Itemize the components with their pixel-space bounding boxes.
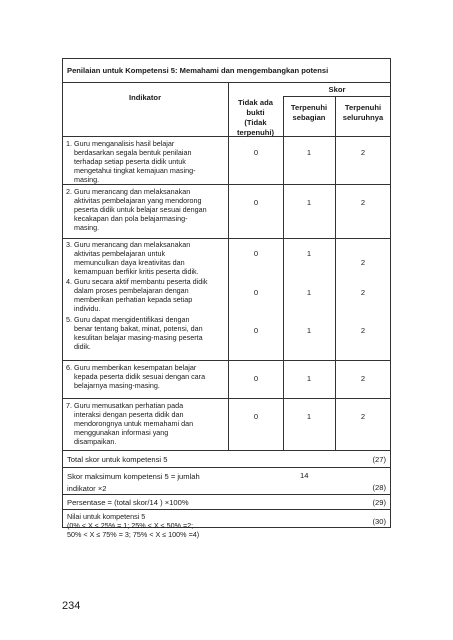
nilai-label: Nilai untuk kompetensi 5 (0% < X ≤ 25% = 1; 25% < X ≤ 50% =2; 50% < X ≤ 75% = 3; 75% < X ≤ 100% =4) xyxy=(67,512,200,539)
total-score-label: Total skor untuk kompetensi 5 xyxy=(67,455,168,464)
score-0: 0 xyxy=(253,374,259,383)
row-number: 3. xyxy=(66,240,72,249)
title-divider xyxy=(62,82,391,83)
score-2: 2 xyxy=(360,374,366,383)
max-score-mid: 14 xyxy=(300,471,309,480)
max-score-label: Skor maksimum kompetensi 5 = jumlah indikator ×2 xyxy=(67,472,200,493)
row-divider xyxy=(62,238,391,239)
total-score-value: (27) xyxy=(372,455,386,464)
score-1: 1 xyxy=(306,374,312,383)
row-number: 2. xyxy=(66,187,72,196)
score-1: 1 xyxy=(306,288,312,297)
row-number: 5. xyxy=(66,315,72,324)
skor-header: Skor xyxy=(328,85,346,94)
col-divider-skor1 xyxy=(283,96,284,450)
score-2: 2 xyxy=(360,326,366,335)
indicator-text: Guru merancang dan melaksanakan aktivitas pembelajaran yang mendorong peserta didik untuk belajar sesuai dengan kecakapan dan pola belajarmasing- masing. xyxy=(74,187,207,232)
row-number: 4. xyxy=(66,277,72,286)
score-0: 0 xyxy=(253,288,259,297)
score-1: 1 xyxy=(306,326,312,335)
row-divider xyxy=(62,467,391,468)
skor-divider xyxy=(283,96,391,97)
row-divider xyxy=(62,450,391,451)
score-0: 0 xyxy=(253,412,259,421)
header-col2: Terpenuhi seluruhnya xyxy=(342,103,384,122)
score-1: 1 xyxy=(306,249,312,258)
page-number: 234 xyxy=(62,600,81,612)
score-1: 1 xyxy=(306,412,312,421)
header-col1: Terpenuhi sebagian xyxy=(290,103,328,122)
indicator-text: Guru menganalisis hasil belajar berdasarkan segala bentuk penilaian terhadap setiap peserta didik untuk mengetahui tingkat kemajuan masing- masing. xyxy=(74,139,196,184)
score-2: 2 xyxy=(360,412,366,421)
score-0: 0 xyxy=(253,249,259,258)
score-0: 0 xyxy=(253,198,259,207)
header-col0: Tidak ada bukti (Tidak terpenuhi) xyxy=(236,98,275,137)
table-title: Penilaian untuk Kompetensi 5: Memahami dan mengembangkan potensi xyxy=(67,66,329,75)
row-number: 6. xyxy=(66,363,72,372)
score-1: 1 xyxy=(306,148,312,157)
percentage-value: (29) xyxy=(372,498,386,507)
nilai-value: (30) xyxy=(372,517,386,526)
score-2: 2 xyxy=(360,148,366,157)
row-divider xyxy=(62,509,391,510)
indikator-header: Indikator xyxy=(128,93,162,102)
col-divider-skor2 xyxy=(335,96,336,450)
row-number: 1. xyxy=(66,139,72,148)
indicator-text: Guru memberikan kesempatan belajar kepada peserta didik sesuai dengan cara belajarnya masing-masing. xyxy=(74,363,206,390)
indicator-text: Guru secara aktif membantu peserta didik dalam proses pembelajaran dengan memberikan perhatian kepada setiap individu. xyxy=(74,277,208,313)
row-divider xyxy=(62,398,391,399)
score-0: 0 xyxy=(253,148,259,157)
max-score-value: (28) xyxy=(372,483,386,492)
indicator-text: Guru dapat mengidentifikasi dengan benar tentang bakat, minat, potensi, dan kesulitan belajar masing-masing peserta didik. xyxy=(74,315,203,351)
percentage-label: Persentase = (total skor/14 ) ×100% xyxy=(67,498,189,507)
score-2: 2 xyxy=(360,198,366,207)
indicator-text: Guru memusatkan perhatian pada interaksi dengan peserta didik dan mendorongnya untuk memahami dan menggunakan informasi yang disampaikan. xyxy=(74,401,194,446)
indicator-text: Guru merancang dan melaksanakan aktivitas pembelajaran untuk memunculkan daya kreativitas dan kemampuan berfikir kritis peserta didik. xyxy=(74,240,199,276)
row-divider xyxy=(62,360,391,361)
score-2: 2 xyxy=(360,258,366,267)
header-divider xyxy=(62,136,391,137)
row-number: 7. xyxy=(66,401,72,410)
score-1: 1 xyxy=(306,198,312,207)
score-2: 2 xyxy=(360,288,366,297)
score-0: 0 xyxy=(253,326,259,335)
